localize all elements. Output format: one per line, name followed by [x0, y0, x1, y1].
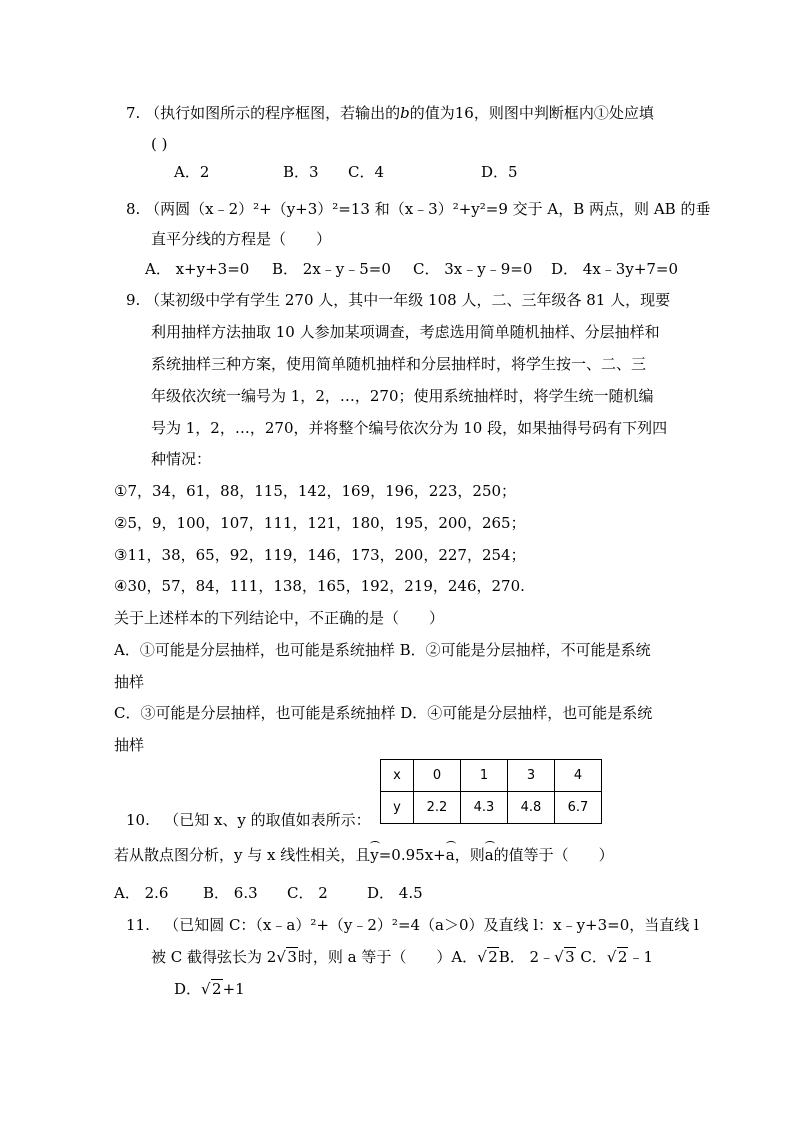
- q10-text-c: ，则: [454, 846, 485, 864]
- q9-option-cd-cont: 抽样: [114, 736, 145, 754]
- q7-option-c: C．4: [348, 163, 385, 181]
- q7-option-d: D．5: [481, 163, 518, 181]
- q9-question: 关于上述样本的下列结论中，不正确的是（ ）: [114, 609, 445, 627]
- q8-marker: （: [145, 200, 161, 218]
- q9-option-ab-cont: 抽样: [114, 673, 145, 691]
- q11-text1: 已知圆 C：（x﹣a）²+（y﹣2）²=4（a＞0）及直线 l：x﹣y+3=0，当直线 l: [179, 916, 699, 934]
- q9-option-cd: C．③可能是分层抽样，也可能是系统抽样 D．④可能是分层抽样，也可能是系统: [114, 704, 653, 722]
- q11-text-a: 被 C 截得弦长为 2: [151, 948, 277, 966]
- q9-case1: ①7，34，61，88，115，142，169，196，223，250；: [114, 482, 517, 500]
- q10-text-b: =0.95x+: [378, 846, 446, 864]
- q7-marker: （: [145, 104, 161, 122]
- sqrt-2-b: √ 2: [606, 948, 628, 966]
- q7-option-b: B．3: [283, 163, 319, 181]
- q7-paren: ( ): [151, 135, 168, 153]
- q9-line2: 利用抽样方法抽取 10 人参加某项调查，考虑选用简单随机抽样、分层抽样和: [151, 323, 660, 341]
- q9-option-ab: A．①可能是分层抽样，也可能是系统抽样 B．②可能是分层抽样，不可能是系统: [114, 641, 651, 659]
- q7-stem: 执行如图所示的程序框图，若输出的: [160, 104, 401, 122]
- q9-line4: 年级依次统一编号为 1，2，…，270；使用系统抽样时，将学生统一随机编: [151, 387, 654, 405]
- q11-option-d: [174, 979, 245, 999]
- y-value-cell: 4.8: [508, 792, 555, 824]
- q10-line1: [126, 810, 371, 830]
- y-value-cell: 6.7: [555, 792, 602, 824]
- sqrt-2: √ 2: [477, 948, 498, 966]
- y-value-cell: 2.2: [414, 792, 461, 824]
- q9-case2: ②5，9，100，107，111，121，180，195，200，265；: [114, 514, 526, 532]
- x-value-cell: 1: [461, 760, 508, 792]
- q11-text-e: ﹣1: [628, 948, 653, 966]
- q10-marker: （: [154, 811, 180, 829]
- q7-number: 7.: [126, 104, 141, 122]
- q7-var-b: b: [400, 104, 410, 122]
- x-header-cell: x: [381, 760, 414, 792]
- q8-text1: 两圆（x﹣2）²+（y+3）²=13 和（x﹣3）²+y²=9 交于 A，B 两点，则 AB 的垂: [160, 200, 711, 218]
- q8-line2: 直平分线的方程是（ ）: [151, 230, 332, 248]
- x-value-cell: 4: [555, 760, 602, 792]
- q10-option-a: A． 2.6: [114, 884, 169, 902]
- x-value-cell: 3: [508, 760, 555, 792]
- q9-marker: （: [145, 291, 161, 309]
- q7-option-a: A．2: [174, 163, 210, 181]
- sqrt-2-c: √ 2: [201, 980, 222, 998]
- q11-text-c: B． 2﹣: [498, 948, 555, 966]
- table-row: [381, 792, 602, 824]
- sqrt-3-b: √ 3: [554, 948, 575, 966]
- q10-option-d: D． 4.5: [367, 884, 423, 902]
- q10-option-b: B． 6.3: [203, 884, 258, 902]
- q9-line5: 号为 1，2，…，270，并将整个编号依次分为 10 段，如果抽得号码有下列四: [151, 419, 668, 437]
- y-hat: y: [370, 846, 379, 864]
- q10-option-c: C． 2: [287, 884, 328, 902]
- q8-option-b: B． 2x﹣y﹣5=0: [272, 260, 391, 278]
- q8-number: 8.: [126, 200, 141, 218]
- q9-case4: ④30，57，84，111，138，165，192，219，246，270.: [114, 577, 525, 595]
- q10-stem: 已知 x、y 的取值如表所示：: [179, 811, 371, 829]
- q11-text-b: 时，则 a 等于（ ）A．: [297, 948, 478, 966]
- xy-value-table: [380, 759, 602, 824]
- q10-line2: [114, 845, 614, 865]
- q10-number: 10.: [126, 811, 150, 829]
- q11-option-d-label: D．: [174, 980, 202, 998]
- q7-line1: [126, 103, 654, 123]
- q8-option-a: A． x+y+3=0: [145, 260, 250, 278]
- q8-option-c: C． 3x﹣y﹣9=0: [413, 260, 533, 278]
- q9-number: 9.: [126, 291, 141, 309]
- q9-line3: 系统抽样三种方案，使用简单随机抽样和分层抽样时，将学生按一、二、三: [151, 355, 647, 373]
- q11-number: 11.: [126, 916, 150, 934]
- q11-marker: （: [154, 916, 180, 934]
- sqrt-3: √ 3: [276, 948, 297, 966]
- q10-text-d: 的值等于（ ）: [493, 846, 614, 864]
- q11-line2: [151, 947, 653, 967]
- q11-line1: [126, 915, 699, 935]
- x-value-cell: 0: [414, 760, 461, 792]
- q9-text1: 某初级中学有学生 270 人，其中一年级 108 人，二、三年级各 81 人，现要: [160, 291, 671, 309]
- q11-option-d-rest: +1: [222, 980, 245, 998]
- table-row: [381, 760, 602, 792]
- q10-text-a: 若从散点图分析，y 与 x 线性相关，且: [114, 846, 371, 864]
- q9-case3: ③11，38，65，92，119，146，173，200，227，254；: [114, 546, 526, 564]
- a-hat-2: a: [484, 846, 494, 864]
- q9-line6: 种情况：: [151, 450, 212, 468]
- q11-text-d: C．: [575, 948, 607, 966]
- a-hat: a: [445, 846, 455, 864]
- q8-option-d: D． 4x﹣3y+7=0: [551, 260, 679, 278]
- y-header-cell: y: [381, 792, 414, 824]
- q7-stem2: 的值为16，则图中判断框内①处应填: [409, 104, 654, 122]
- q8-line1: [126, 199, 710, 219]
- q9-line1: [126, 290, 670, 310]
- y-value-cell: 4.3: [461, 792, 508, 824]
